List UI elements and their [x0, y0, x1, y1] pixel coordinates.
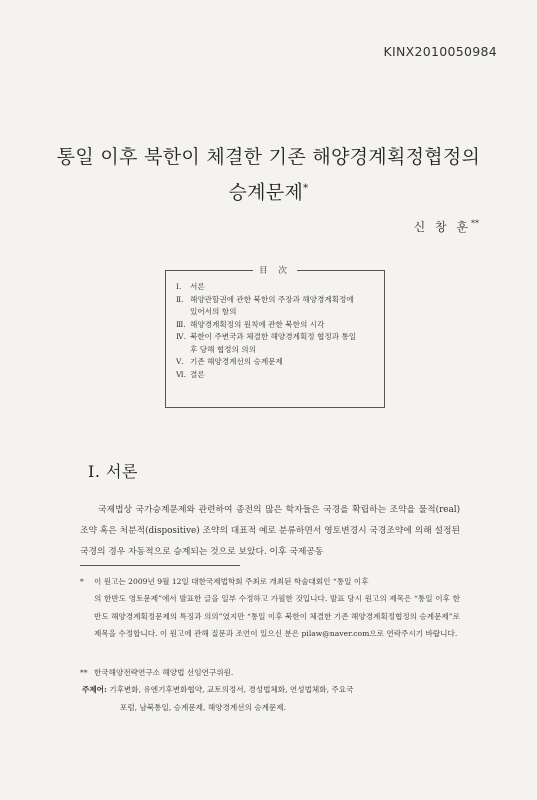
document-id: KINX2010050984	[383, 44, 497, 59]
footnote-2: ** 한국해양전략연구소 해양법 선임연구위원. 주제어: 기후변화, 유엔기후변화협약, 교토의정서, 경성법체화, 연성법체화, 주요국 포럼, 남북통일, 승계문제, 해양경계선의 승계문제.	[80, 664, 460, 716]
toc-item: 있어서의 함의	[190, 307, 237, 316]
title-line-2: 승계문제*	[228, 181, 309, 204]
author-name: 신 창 훈**	[413, 219, 479, 234]
paper-title	[0, 142, 537, 208]
toc-item: Ⅲ. 해양경계획정의 원칙에 관한 북한의 시각	[176, 319, 325, 329]
toc-item: Ⅵ. 결론	[176, 369, 205, 379]
title-line-1: 통일 이후 북한이 체결한 기존 해양경계획정협정의	[56, 146, 481, 168]
footnote-mark: *	[80, 577, 84, 586]
toc-item: Ⅰ. 서론	[176, 282, 205, 291]
keywords: 주제어: 기후변화, 유엔기후변화협약, 교토의정서, 경성법체화, 연성법체화, 주요국	[82, 685, 354, 695]
footnote-mark: **	[80, 668, 88, 677]
footnote-1: * 이 원고는 2009년 9월 12일 대한국제법학회 주최로 개최된 학술대회인 “통일 이후 의 한반도 영토문제”에서 발표한 글을 일부 수정하고 가필한 것입니다. 발표 당시 원고의 제목은 “통일 이후 한반도 해양경계획정문제의 특징과 의의”였지만 “통일 이후 북한이 체결한 기존 해양경계획정협정의 승계문제”로 제목을 수정합니다. 이 원고에 관해 질문과 조언이 있으신 분은 pilaw@naver.com으로 연락주시기 바랍니다.	[80, 573, 460, 642]
toc-item: Ⅳ. 북한이 주변국과 체결한 해양경계획정 협정과 통일	[176, 332, 357, 341]
table-of-contents	[165, 266, 385, 408]
toc-item: 후 당해 협정의 의의	[190, 344, 256, 354]
toc-item: Ⅱ. 해양관할권에 관한 북한의 주장과 해양경계획정에	[176, 294, 354, 304]
author-footnote-mark: **	[471, 219, 479, 228]
toc-heading: 目 次	[166, 265, 384, 278]
section-heading: Ⅰ. 서론	[88, 462, 138, 481]
body-paragraph: 국제법상 국가승계문제와 관련하여 종전의 많은 학자들은 국경을 확립하는 조약을 물적(real) 조약 혹은 처분적(dispositive) 조약의 대표적 예로 분류하면서 영토변경시 국경조약에 의해 설정된 국경의 경우 자동적으로 승계되는 것으로 보았다. 이후 국제공동	[80, 505, 460, 557]
author-affiliation: 한국해양전략연구소 해양법 선임연구위원.	[94, 668, 234, 677]
toc-item: Ⅴ. 기존 해양경계선의 승계문제	[176, 357, 283, 366]
footnote-divider	[80, 565, 240, 566]
title-footnote-mark: *	[303, 183, 309, 194]
